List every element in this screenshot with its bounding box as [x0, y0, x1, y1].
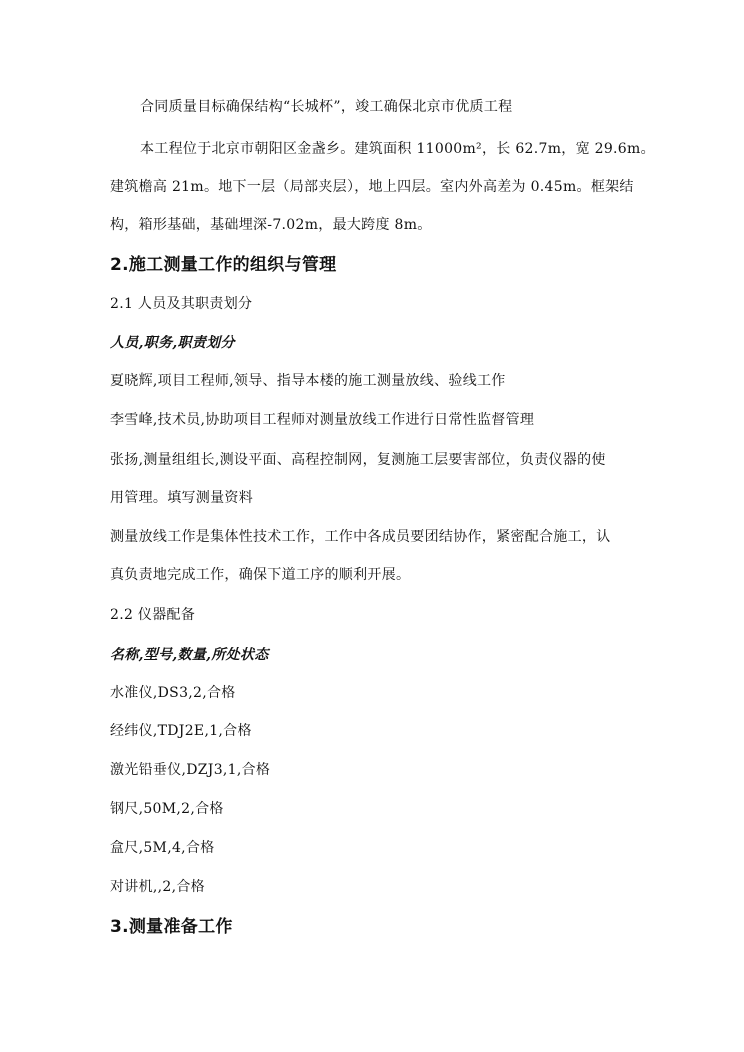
section-3-heading: 3.测量准备工作	[110, 917, 233, 937]
equipment-row: 钢尺,50M,2,合格	[110, 801, 224, 817]
overview-line-3: 构，箱形基础，基础埋深-7.02m，最大跨度 8m。	[110, 217, 432, 233]
equipment-row: 经纬仪,TDJ2E,1,合格	[110, 723, 252, 739]
equipment-row: 对讲机,,2,合格	[110, 879, 205, 895]
staff-row: 李雪峰,技术员,协助项目工程师对测量放线工作进行日常性监督管理	[110, 412, 535, 428]
team-note-line-1: 测量放线工作是集体性技术工作，工作中各成员要团结协作，紧密配合施工，认	[110, 529, 611, 545]
staff-row: 张扬,测量组组长,测设平面、高程控制网，复测施工层要害部位，负责仪器的使	[110, 452, 606, 468]
section-2-1-heading: 2.1 人员及其职责划分	[110, 296, 253, 312]
section-2-2-heading: 2.2 仪器配备	[110, 607, 196, 623]
quality-target-line: 合同质量目标确保结构“长城杯”，竣工确保北京市优质工程	[140, 99, 513, 115]
equipment-row: 盒尺,5M,4,合格	[110, 840, 215, 856]
overview-line-2: 建筑檐高 21m。地下一层（局部夹层），地上四层。室内外高差为 0.45m。框架结	[110, 179, 634, 195]
staff-row: 夏晓辉,项目工程师,领导、指导本楼的施工测量放线、验线工作	[110, 373, 506, 389]
equipment-table-header: 名称,型号,数量,所处状态	[110, 647, 269, 663]
team-note-line-2: 真负责地完成工作，确保下道工序的顺利开展。	[110, 567, 411, 583]
section-2-heading: 2.施工测量工作的组织与管理	[110, 255, 337, 275]
equipment-row: 水准仪,DS3,2,合格	[110, 685, 236, 701]
overview-line-1: 本工程位于北京市朝阳区金盏乡。建筑面积 11000m²，长 62.7m，宽 29.6m。	[140, 141, 655, 157]
staff-table-header: 人员,职务,职责划分	[110, 335, 235, 351]
equipment-row: 激光铅垂仪,DZJ3,1,合格	[110, 762, 271, 778]
staff-row-continued: 用管理。填写测量资料	[110, 490, 253, 506]
